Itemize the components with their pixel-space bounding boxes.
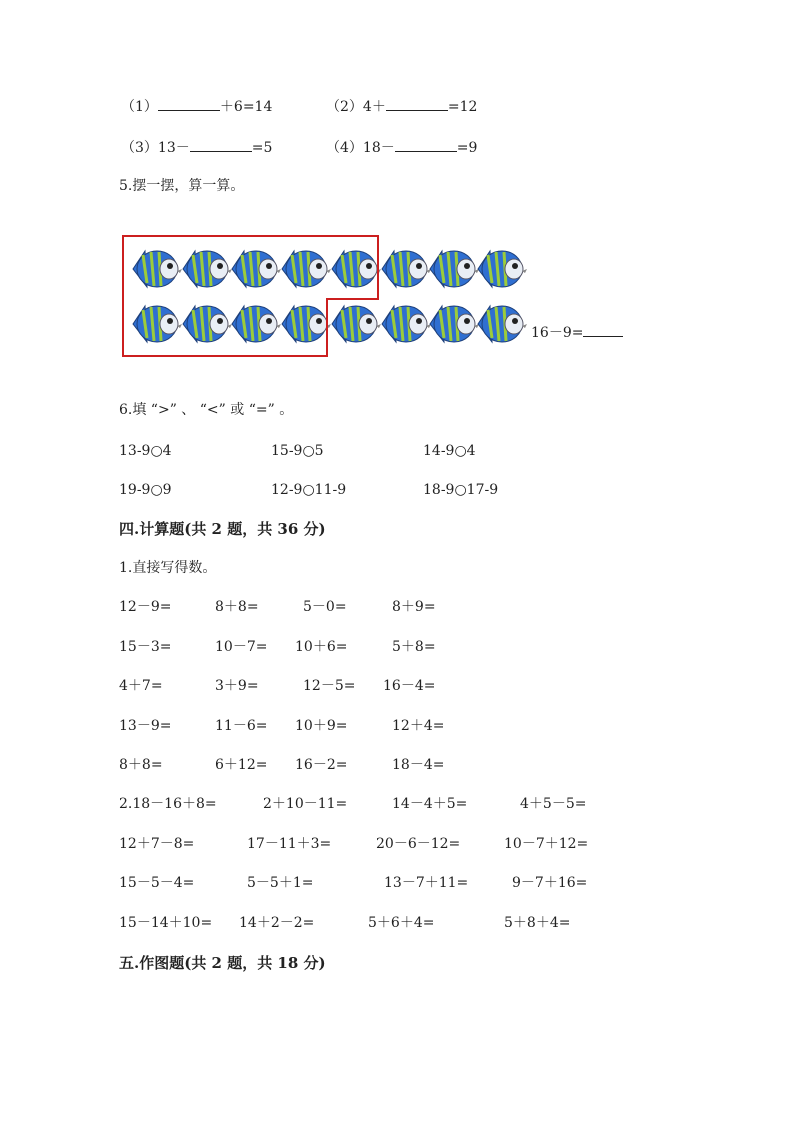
q6-title: 6.填 “>” 、 “<” 或 “=” 。: [119, 402, 294, 418]
calc-item[interactable]: 14－4＋5=: [392, 796, 468, 812]
fish-figure: [121, 232, 541, 362]
calc-item[interactable]: 12＋7－8=: [119, 836, 195, 852]
calc-item[interactable]: 5－0=: [303, 599, 347, 615]
calc-item[interactable]: 9－7＋16=: [512, 875, 588, 891]
fill-blank-3: （3）13－ =5: [121, 137, 272, 158]
answer-blank[interactable]: [190, 137, 252, 152]
calc-item[interactable]: 18－4=: [392, 757, 445, 773]
section5-heading: 五.作图题(共 2 题，共 18 分): [119, 954, 326, 972]
calc-item[interactable]: 10＋9=: [295, 718, 348, 734]
fill-blank-4: （4）18－ =9: [326, 137, 477, 158]
calc-item[interactable]: 13－9=: [119, 718, 172, 734]
calc-item[interactable]: 12－9=: [119, 599, 172, 615]
compare-item[interactable]: 14-9○4: [423, 443, 476, 459]
calc-item[interactable]: 12＋4=: [392, 718, 445, 734]
calc-item[interactable]: 5＋6＋4=: [368, 915, 435, 931]
calc-item[interactable]: 12－5=: [303, 678, 356, 694]
calc-item[interactable]: 17－11＋3=: [247, 836, 332, 852]
calc-item[interactable]: 6＋12=: [215, 757, 268, 773]
compare-item[interactable]: 13-9○4: [119, 443, 172, 459]
calc-item[interactable]: 11－6=: [215, 718, 268, 734]
calc-item[interactable]: 3＋9=: [215, 678, 259, 694]
calc-item[interactable]: 13－7＋11=: [384, 875, 469, 891]
answer-blank[interactable]: [395, 137, 457, 152]
section4-heading: 四.计算题(共 2 题，共 36 分): [119, 520, 326, 538]
calc-item[interactable]: 14＋2－2=: [239, 915, 315, 931]
calc-item[interactable]: 4＋5－5=: [520, 796, 587, 812]
compare-item[interactable]: 12-9○11-9: [271, 482, 347, 498]
answer-blank[interactable]: [386, 96, 448, 111]
q5-equation: 16－9=: [531, 322, 623, 343]
calc-item[interactable]: 8＋8=: [215, 599, 259, 615]
calc-item[interactable]: 20－6－12=: [376, 836, 461, 852]
calc-item[interactable]: 8＋8=: [119, 757, 163, 773]
calc-item[interactable]: 2.18－16＋8=: [119, 796, 217, 812]
calc-item[interactable]: 15－3=: [119, 639, 172, 655]
calc-item[interactable]: 16－4=: [383, 678, 436, 694]
calc-item[interactable]: 15－14＋10=: [119, 915, 213, 931]
calc-item[interactable]: 10＋6=: [295, 639, 348, 655]
calc-item[interactable]: 5＋8=: [392, 639, 436, 655]
calc-item[interactable]: 5－5＋1=: [247, 875, 314, 891]
q5-title: 5.摆一摆，算一算。: [119, 178, 245, 194]
calc-item[interactable]: 5＋8＋4=: [504, 915, 571, 931]
answer-blank[interactable]: [158, 96, 220, 111]
fill-blank-1: （1） ＋6=14: [121, 96, 272, 117]
calc-item[interactable]: 4＋7=: [119, 678, 163, 694]
compare-item[interactable]: 19-9○9: [119, 482, 172, 498]
calc-item[interactable]: 10－7=: [215, 639, 268, 655]
calc-item[interactable]: 15－5－4=: [119, 875, 195, 891]
q1-title: 1.直接写得数。: [119, 560, 217, 576]
compare-item[interactable]: 18-9○17-9: [423, 482, 499, 498]
calc-item[interactable]: 2＋10－11=: [263, 796, 348, 812]
calc-item[interactable]: 10－7＋12=: [504, 836, 589, 852]
answer-blank[interactable]: [583, 322, 623, 337]
calc-item[interactable]: 16－2=: [295, 757, 348, 773]
calc-item[interactable]: 8＋9=: [392, 599, 436, 615]
fish-row-1: [133, 251, 527, 287]
compare-item[interactable]: 15-9○5: [271, 443, 324, 459]
fill-blank-2: （2）4＋ =12: [326, 96, 477, 117]
fish-row-2: [133, 306, 527, 342]
